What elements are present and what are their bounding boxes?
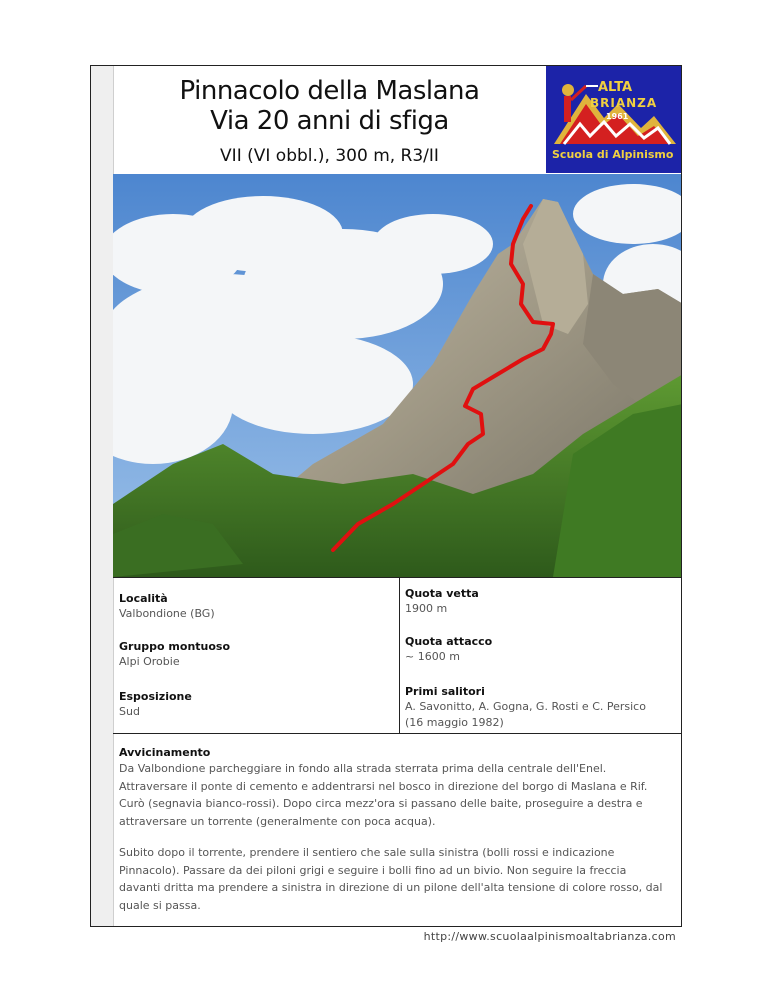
sheet-header: [113, 66, 681, 175]
footer-url[interactable]: http://www.scuolaalpinismoaltabrianza.com: [423, 930, 676, 943]
info-grid: [113, 577, 681, 734]
esposizione-value: Sud: [119, 705, 140, 718]
info-divider: [399, 577, 400, 733]
school-logo: [546, 66, 681, 173]
route-photo: [113, 174, 681, 578]
field-esposizione: [119, 689, 192, 720]
topo-sheet: [90, 65, 682, 927]
approach-paragraph-2: Subito dopo il torrente, prendere il sentiero che sale sulla sinistra (bolli rossi e indicazione Pinnacolo). Passare da dei piloni grigi e seguire i bolli fino ad un bivio. Non seguire la freccia davanti dritta ma prendere a sinistra in direzione di un pilone dell'alta tensione di colore rosso, dal quale si passa.: [119, 846, 663, 912]
quota-attacco-label: Quota attacco: [405, 635, 493, 648]
field-primi-salitori: [405, 684, 646, 731]
field-gruppo: [119, 639, 230, 670]
quota-vetta-label: Quota vetta: [405, 587, 479, 600]
approach-label: Avvicinamento: [119, 746, 211, 759]
gruppo-label: Gruppo montuoso: [119, 640, 231, 653]
title-area: [113, 66, 546, 174]
approach-paragraph-1: Da Valbondione parcheggiare in fondo alla strada sterrata prima della centrale dell'Enel. Attraversare il ponte di cemento e addentrarsi nel bosco in direzione del borgo di Maslana e Rif. Curò (segnavia bianco-rossi). Dopo circa mezz'ora si passano delle baite, proseguire a destra e attraversare un torrente (generalmente con poca acqua).: [119, 762, 648, 828]
field-localita: [119, 591, 215, 622]
approach-section: [113, 733, 681, 914]
field-quota-attacco: [405, 634, 492, 665]
route-grade: VII (VI obbl.), 300 m, R3/II: [220, 146, 439, 166]
quota-vetta-value: 1900 m: [405, 602, 448, 615]
logo-school: Scuola di Alpinismo: [552, 148, 674, 161]
logo-brianza: BRIANZA: [590, 96, 658, 110]
title-peak: Pinnacolo della Maslana: [179, 76, 480, 106]
primi-salitori-label: Primi salitori: [405, 685, 485, 698]
primi-salitori-value-1: A. Savonitto, A. Gogna, G. Rosti e C. Persico: [405, 700, 646, 713]
title-route: Via 20 anni di sfiga: [210, 106, 449, 136]
left-margin-bar: [91, 66, 114, 926]
logo-alta: ALTA: [598, 80, 633, 95]
field-quota-vetta: [405, 586, 479, 617]
localita-value: Valbondione (BG): [119, 607, 215, 620]
route-photo-image: [113, 174, 681, 577]
localita-label: Località: [119, 592, 168, 605]
primi-salitori-value-2: (16 maggio 1982): [405, 716, 504, 729]
quota-attacco-value: ~ 1600 m: [405, 650, 460, 663]
logo-year: 1961: [606, 112, 629, 121]
gruppo-value: Alpi Orobie: [119, 655, 180, 668]
esposizione-label: Esposizione: [119, 690, 192, 703]
